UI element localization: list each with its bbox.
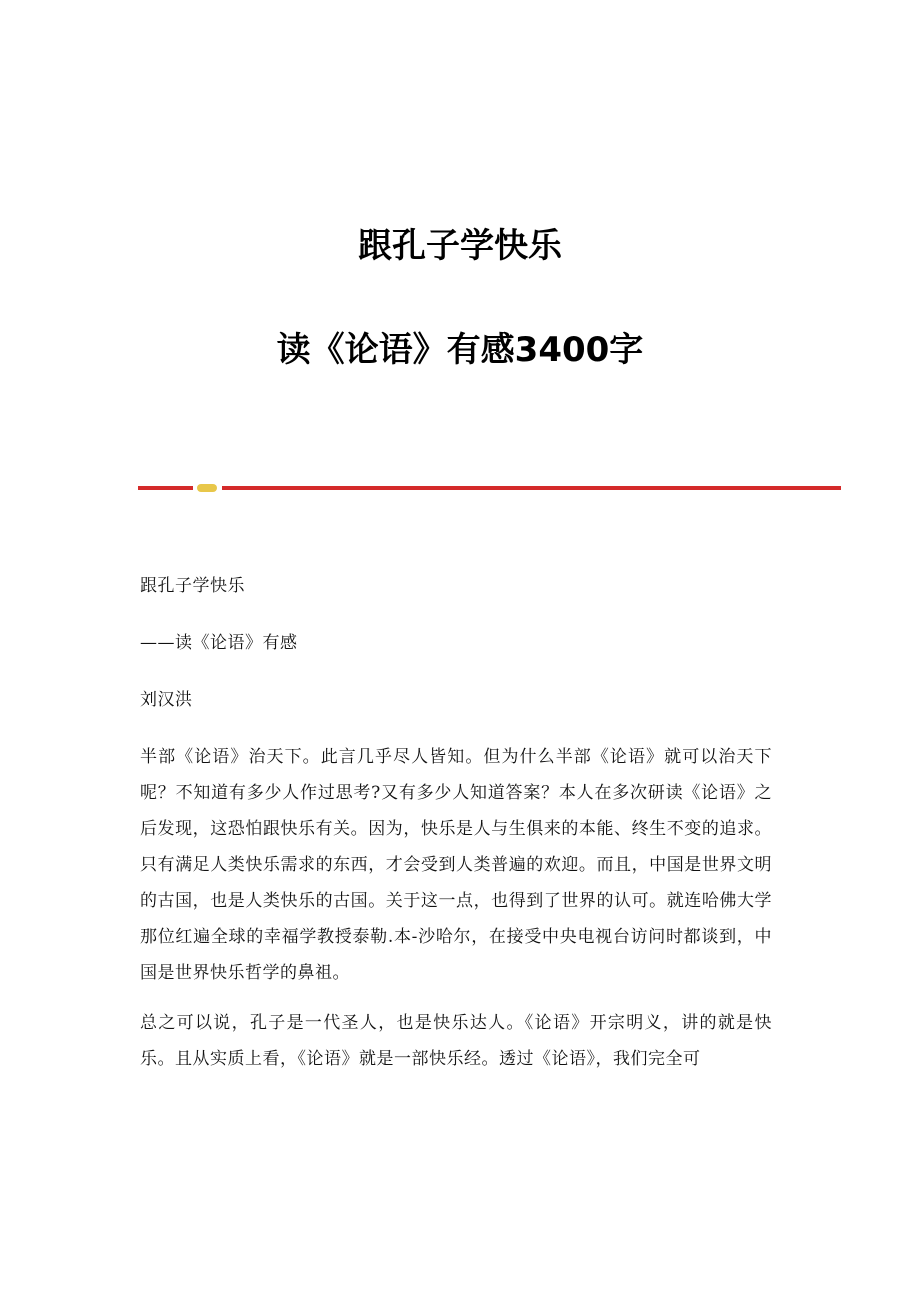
article-heading: 跟孔子学快乐 <box>140 576 245 596</box>
divider-line-left <box>138 486 193 490</box>
article-author: 刘汉洪 <box>140 690 193 710</box>
article-body <box>140 568 772 1091</box>
divider-ornament-icon <box>197 484 217 492</box>
title-divider <box>138 484 841 492</box>
document-subtitle: 读《论语》有感3400字 <box>276 330 644 370</box>
document-title: 跟孔子学快乐 <box>358 226 562 266</box>
divider-line-right <box>222 486 841 490</box>
paragraph: 半部《论语》治天下。此言几乎尽人皆知。但为什么半部《论语》就可以治天下呢？不知道有多少人作过思考?又有多少人知道答案？本人在多次研读《论语》之后发现，这恐怕跟快乐有关。因为，快乐是人与生俱来的本能、终生不变的追求。只有满足人类快乐需求的东西，才会受到人类普遍的欢迎。而且，中国是世界文明的古国，也是人类快乐的古国。关于这一点，也得到了世界的认可。就连哈佛大学那位红遍全球的幸福学教授泰勒.本-沙哈尔，在接受中央电视台访问时都谈到，中国是世界快乐哲学的鼻祖。 <box>140 747 772 983</box>
paragraph: 总之可以说，孔子是一代圣人，也是快乐达人。《论语》开宗明义，讲的就是快乐。且从实质上看，《论语》就是一部快乐经。透过《论语》，我们完全可 <box>140 1013 772 1069</box>
article-subheading: ——读《论语》有感 <box>140 633 298 653</box>
